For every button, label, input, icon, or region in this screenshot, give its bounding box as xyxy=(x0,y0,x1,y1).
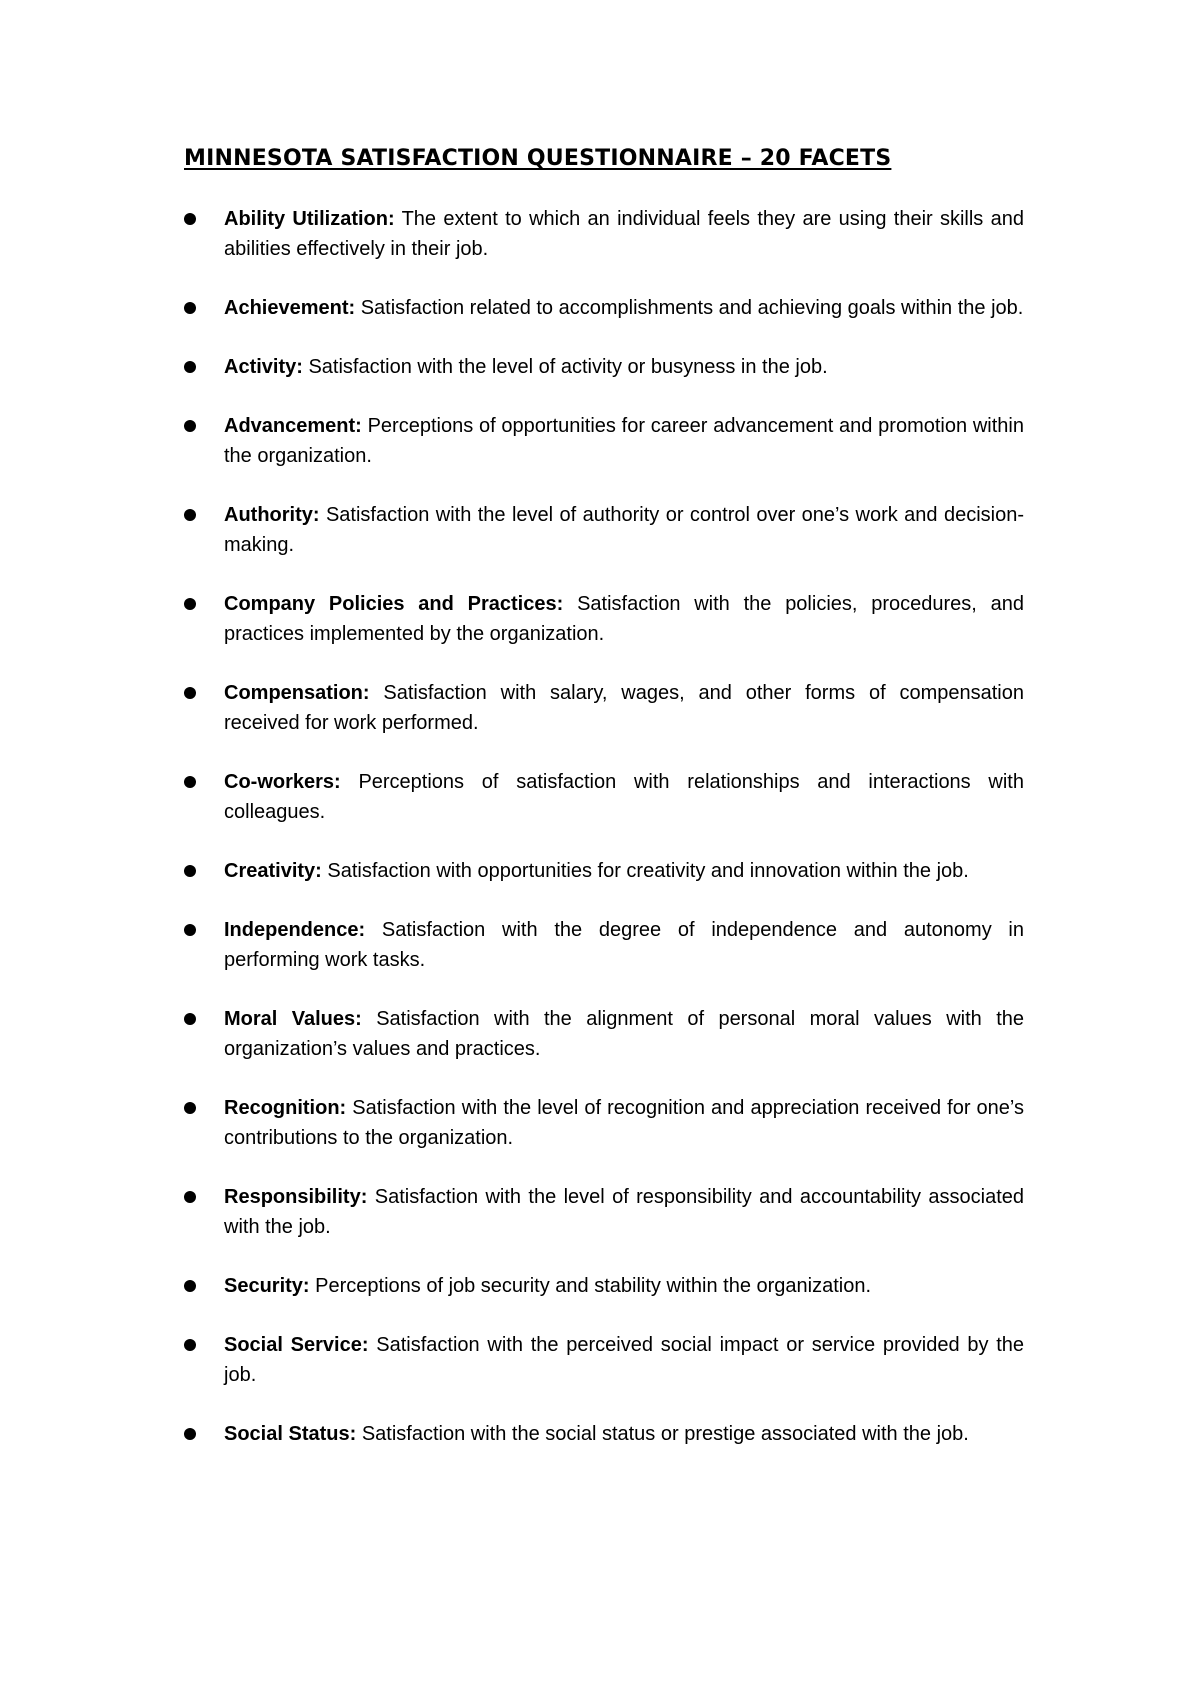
facet-description: Perceptions of satisfaction with relationships and interactions with colleagues. xyxy=(224,771,1024,823)
facet-description: Satisfaction with the level of recognition and appreciation received for one’s contributions to the organization. xyxy=(224,1097,1024,1149)
bullet-icon xyxy=(184,1339,196,1351)
facet-name: Responsibility: xyxy=(224,1186,368,1208)
facet-name: Independence: xyxy=(224,919,366,941)
facet-description: Satisfaction with the level of responsibility and accountability associated with the job. xyxy=(224,1186,1025,1238)
facet-name: Social Status: xyxy=(224,1423,357,1445)
facet-name: Compensation: xyxy=(224,682,370,704)
bullet-icon xyxy=(184,1428,196,1440)
facet-item xyxy=(184,1004,1024,1064)
bullet-icon xyxy=(184,776,196,788)
facet-item xyxy=(184,352,1024,382)
facet-item xyxy=(184,411,1024,471)
facet-item xyxy=(184,204,1024,264)
facet-description: Perceptions of job security and stability within the organization. xyxy=(315,1275,872,1297)
facet-item xyxy=(184,1182,1024,1242)
facet-name: Creativity: xyxy=(224,860,322,882)
facet-item xyxy=(184,1093,1024,1153)
facet-name: Activity: xyxy=(224,356,303,378)
bullet-icon xyxy=(184,1280,196,1292)
facet-name: Advancement: xyxy=(224,415,362,437)
facet-item xyxy=(184,1271,1024,1301)
facet-item xyxy=(184,589,1024,649)
facet-name: Social Service: xyxy=(224,1334,369,1356)
facet-item xyxy=(184,915,1024,975)
facet-description: Satisfaction with opportunities for creativity and innovation within the job. xyxy=(327,860,969,882)
facet-description: Satisfaction with the alignment of personal moral values with the organization’s values and practices. xyxy=(224,1008,1025,1060)
facet-description: Satisfaction with the level of activity or busyness in the job. xyxy=(308,356,828,378)
facet-description: Satisfaction with the degree of independence and autonomy in performing work tasks. xyxy=(224,919,1024,971)
facet-item xyxy=(184,678,1024,738)
facet-name: Recognition: xyxy=(224,1097,347,1119)
facet-list xyxy=(184,204,1024,1478)
bullet-icon xyxy=(184,213,196,225)
bullet-icon xyxy=(184,509,196,521)
bullet-icon xyxy=(184,865,196,877)
facet-name: Authority: xyxy=(224,504,320,526)
document-title: MINNESOTA SATISFACTION QUESTIONNAIRE – 20 FACETS xyxy=(184,146,892,171)
facet-item xyxy=(184,856,1024,886)
facet-description: Satisfaction with salary, wages, and other forms of compensation received for work performed. xyxy=(224,682,1024,734)
bullet-icon xyxy=(184,361,196,373)
facet-description: Satisfaction with the perceived social impact or service provided by the job. xyxy=(224,1334,1024,1386)
facet-name: Ability Utilization: xyxy=(224,208,395,230)
bullet-icon xyxy=(184,598,196,610)
facet-description: Satisfaction with the level of authority or control over one’s work and decision-making. xyxy=(224,504,1025,556)
facet-name: Co-workers: xyxy=(224,771,341,793)
bullet-icon xyxy=(184,924,196,936)
facet-description: Satisfaction with the policies, procedures, and practices implemented by the organization. xyxy=(224,593,1025,645)
facet-item xyxy=(184,500,1024,560)
facet-name: Moral Values: xyxy=(224,1008,362,1030)
bullet-icon xyxy=(184,420,196,432)
facet-item xyxy=(184,293,1024,323)
bullet-icon xyxy=(184,1013,196,1025)
facet-item xyxy=(184,1330,1024,1390)
bullet-icon xyxy=(184,1102,196,1114)
facet-item xyxy=(184,767,1024,827)
facet-description: The extent to which an individual feels they are using their skills and abilities effectively in their job. xyxy=(224,208,1024,260)
facet-item xyxy=(184,1419,1024,1449)
bullet-icon xyxy=(184,687,196,699)
facet-description: Satisfaction related to accomplishments and achieving goals within the job. xyxy=(360,297,1024,319)
facet-name: Security: xyxy=(224,1275,310,1297)
bullet-icon xyxy=(184,1191,196,1203)
facet-name: Achievement: xyxy=(224,297,356,319)
facet-description: Perceptions of opportunities for career advancement and promotion within the organization. xyxy=(224,415,1024,467)
bullet-icon xyxy=(184,302,196,314)
facet-name: Company Policies and Practices: xyxy=(224,593,564,615)
facet-description: Satisfaction with the social status or prestige associated with the job. xyxy=(361,1423,969,1445)
